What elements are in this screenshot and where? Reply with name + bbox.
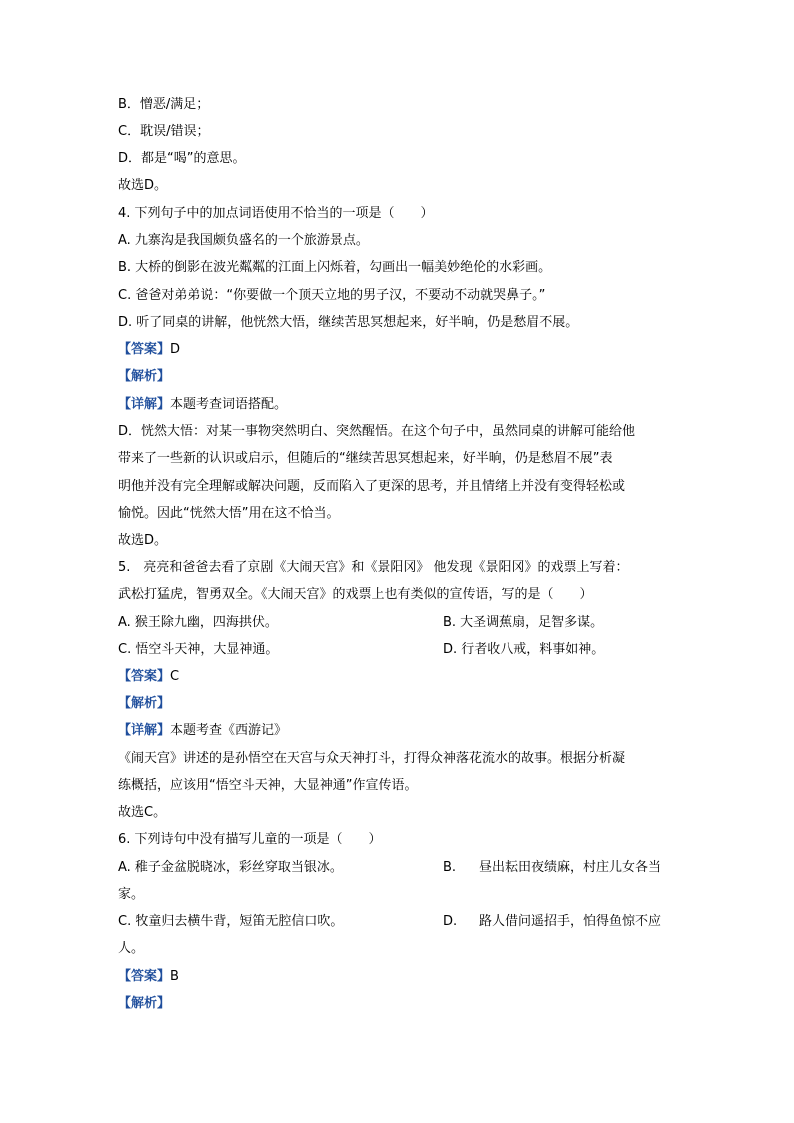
q5-detail: [118, 722, 683, 740]
detail-text: 本题考查《西游记》: [170, 723, 288, 738]
q6-stem: 6. 下列诗句中没有描写儿童的一项是（ ）: [118, 832, 382, 847]
q6-analysis: [118, 995, 683, 1013]
q4-detail: [118, 396, 683, 414]
q5-analysis: [118, 695, 683, 713]
detail-text: 本题考查词语搭配。: [170, 397, 288, 412]
q6-option-c: C. 牧童归去横牛背，短笛无腔信口吹。: [118, 914, 344, 929]
q4-conclusion: 故选D。: [118, 533, 168, 548]
q4-explain-line-1: D．恍然大悟：对某一事物突然明白、突然醒悟。在这个句子中，虽然同桌的讲解可能给他: [118, 424, 636, 439]
answer-value: C: [170, 669, 180, 684]
q4-option-a: A. 九寨沟是我国颇负盛名的一个旅游景点。: [118, 233, 369, 248]
q4-analysis: [118, 368, 683, 386]
answer-tag: 【答案】: [118, 969, 171, 984]
q6-option-d-line-1: 路人借问遥招手，怕得鱼惊不应: [479, 914, 662, 929]
q6-option-b-label: B.: [443, 860, 457, 875]
q4-explain-line-4: 愉悦。因此“恍然大悟”用在这不恰当。: [118, 506, 340, 521]
q5-stem-line-1: 5. 亮亮和爸爸去看了京剧《大闹天宫》和《景阳冈》 他发现《景阳冈》的戏票上写着：: [118, 560, 629, 575]
q5-explain-line-1: 《闹天宫》讲述的是孙悟空在天宫与众天神打斗，打得众神落花流水的故事。根据分析凝: [118, 751, 626, 766]
q5-option-a: A. 猴王除九幽，四海拱伏。: [118, 615, 278, 630]
q4-answer: [118, 341, 683, 359]
q4-stem: 4. 下列句子中的加点词语使用不恰当的一项是（ ）: [118, 206, 434, 221]
q4-option-d: D. 听了同桌的讲解，他恍然大悟，继续苦思冥想起来，好半晌，仍是愁眉不展。: [118, 315, 579, 330]
q4-explain-line-2: 带来了一些新的认识或启示，但随后的“继续苦思冥想起来，好半晌，仍是愁眉不展”表: [118, 451, 613, 466]
analysis-tag: 【解析】: [118, 996, 171, 1011]
q5-option-d: D. 行者收八戒，料事如神。: [443, 642, 605, 657]
q6-answer: [118, 968, 683, 986]
q5-stem-line-2: 武松打猛虎，智勇双全。《大闹天宫》的戏票上也有类似的宣传语，写的是（ ）: [118, 587, 593, 602]
q5-option-b: B. 大圣调蕉扇，足智多谋。: [443, 615, 604, 630]
q6-option-b-line-2: 家。: [118, 887, 145, 902]
q6-option-d-label: D.: [443, 914, 458, 929]
answer-value: D: [170, 342, 181, 357]
q3-option-d: D．都是“喝”的意思。: [118, 151, 246, 166]
answer-tag: 【答案】: [118, 342, 171, 357]
q4-explain-line-3: 明他并没有完全理解或解决问题，反而陷入了更深的思考，并且情绪上并没有变得轻松或: [118, 479, 626, 494]
analysis-tag: 【解析】: [118, 369, 171, 384]
answer-tag: 【答案】: [118, 669, 171, 684]
q6-option-b-line-1: 昼出耘田夜绩麻，村庄儿女各当: [479, 860, 662, 875]
q5-explain-line-2: 练概括，应该用“悟空斗天神，大显神通”作宣传语。: [118, 778, 418, 793]
q6-option-d-line-2: 人。: [118, 941, 145, 956]
detail-tag: 【详解】: [118, 397, 171, 412]
q4-option-b: B. 大桥的倒影在波光粼粼的江面上闪烁着，勾画出一幅美妙绝伦的水彩画。: [118, 260, 552, 275]
q6-option-a: A. 稚子金盆脱晓冰，彩丝穿取当银冰。: [118, 860, 343, 875]
q3-option-b: B．憎恶/满足；: [118, 97, 210, 112]
analysis-tag: 【解析】: [118, 696, 171, 711]
q5-option-c: C. 悟空斗天神，大显神通。: [118, 642, 279, 657]
q3-option-c: C．耽误/错误；: [118, 124, 210, 139]
q3-conclusion: 故选D。: [118, 178, 168, 193]
answer-value: B: [170, 969, 179, 984]
q5-answer: [118, 668, 683, 686]
q5-conclusion: 故选C。: [118, 805, 167, 820]
detail-tag: 【详解】: [118, 723, 171, 738]
q4-option-c: C. 爸爸对弟弟说：“你要做一个顶天立地的男子汉，不要动不动就哭鼻子。”: [118, 288, 546, 303]
